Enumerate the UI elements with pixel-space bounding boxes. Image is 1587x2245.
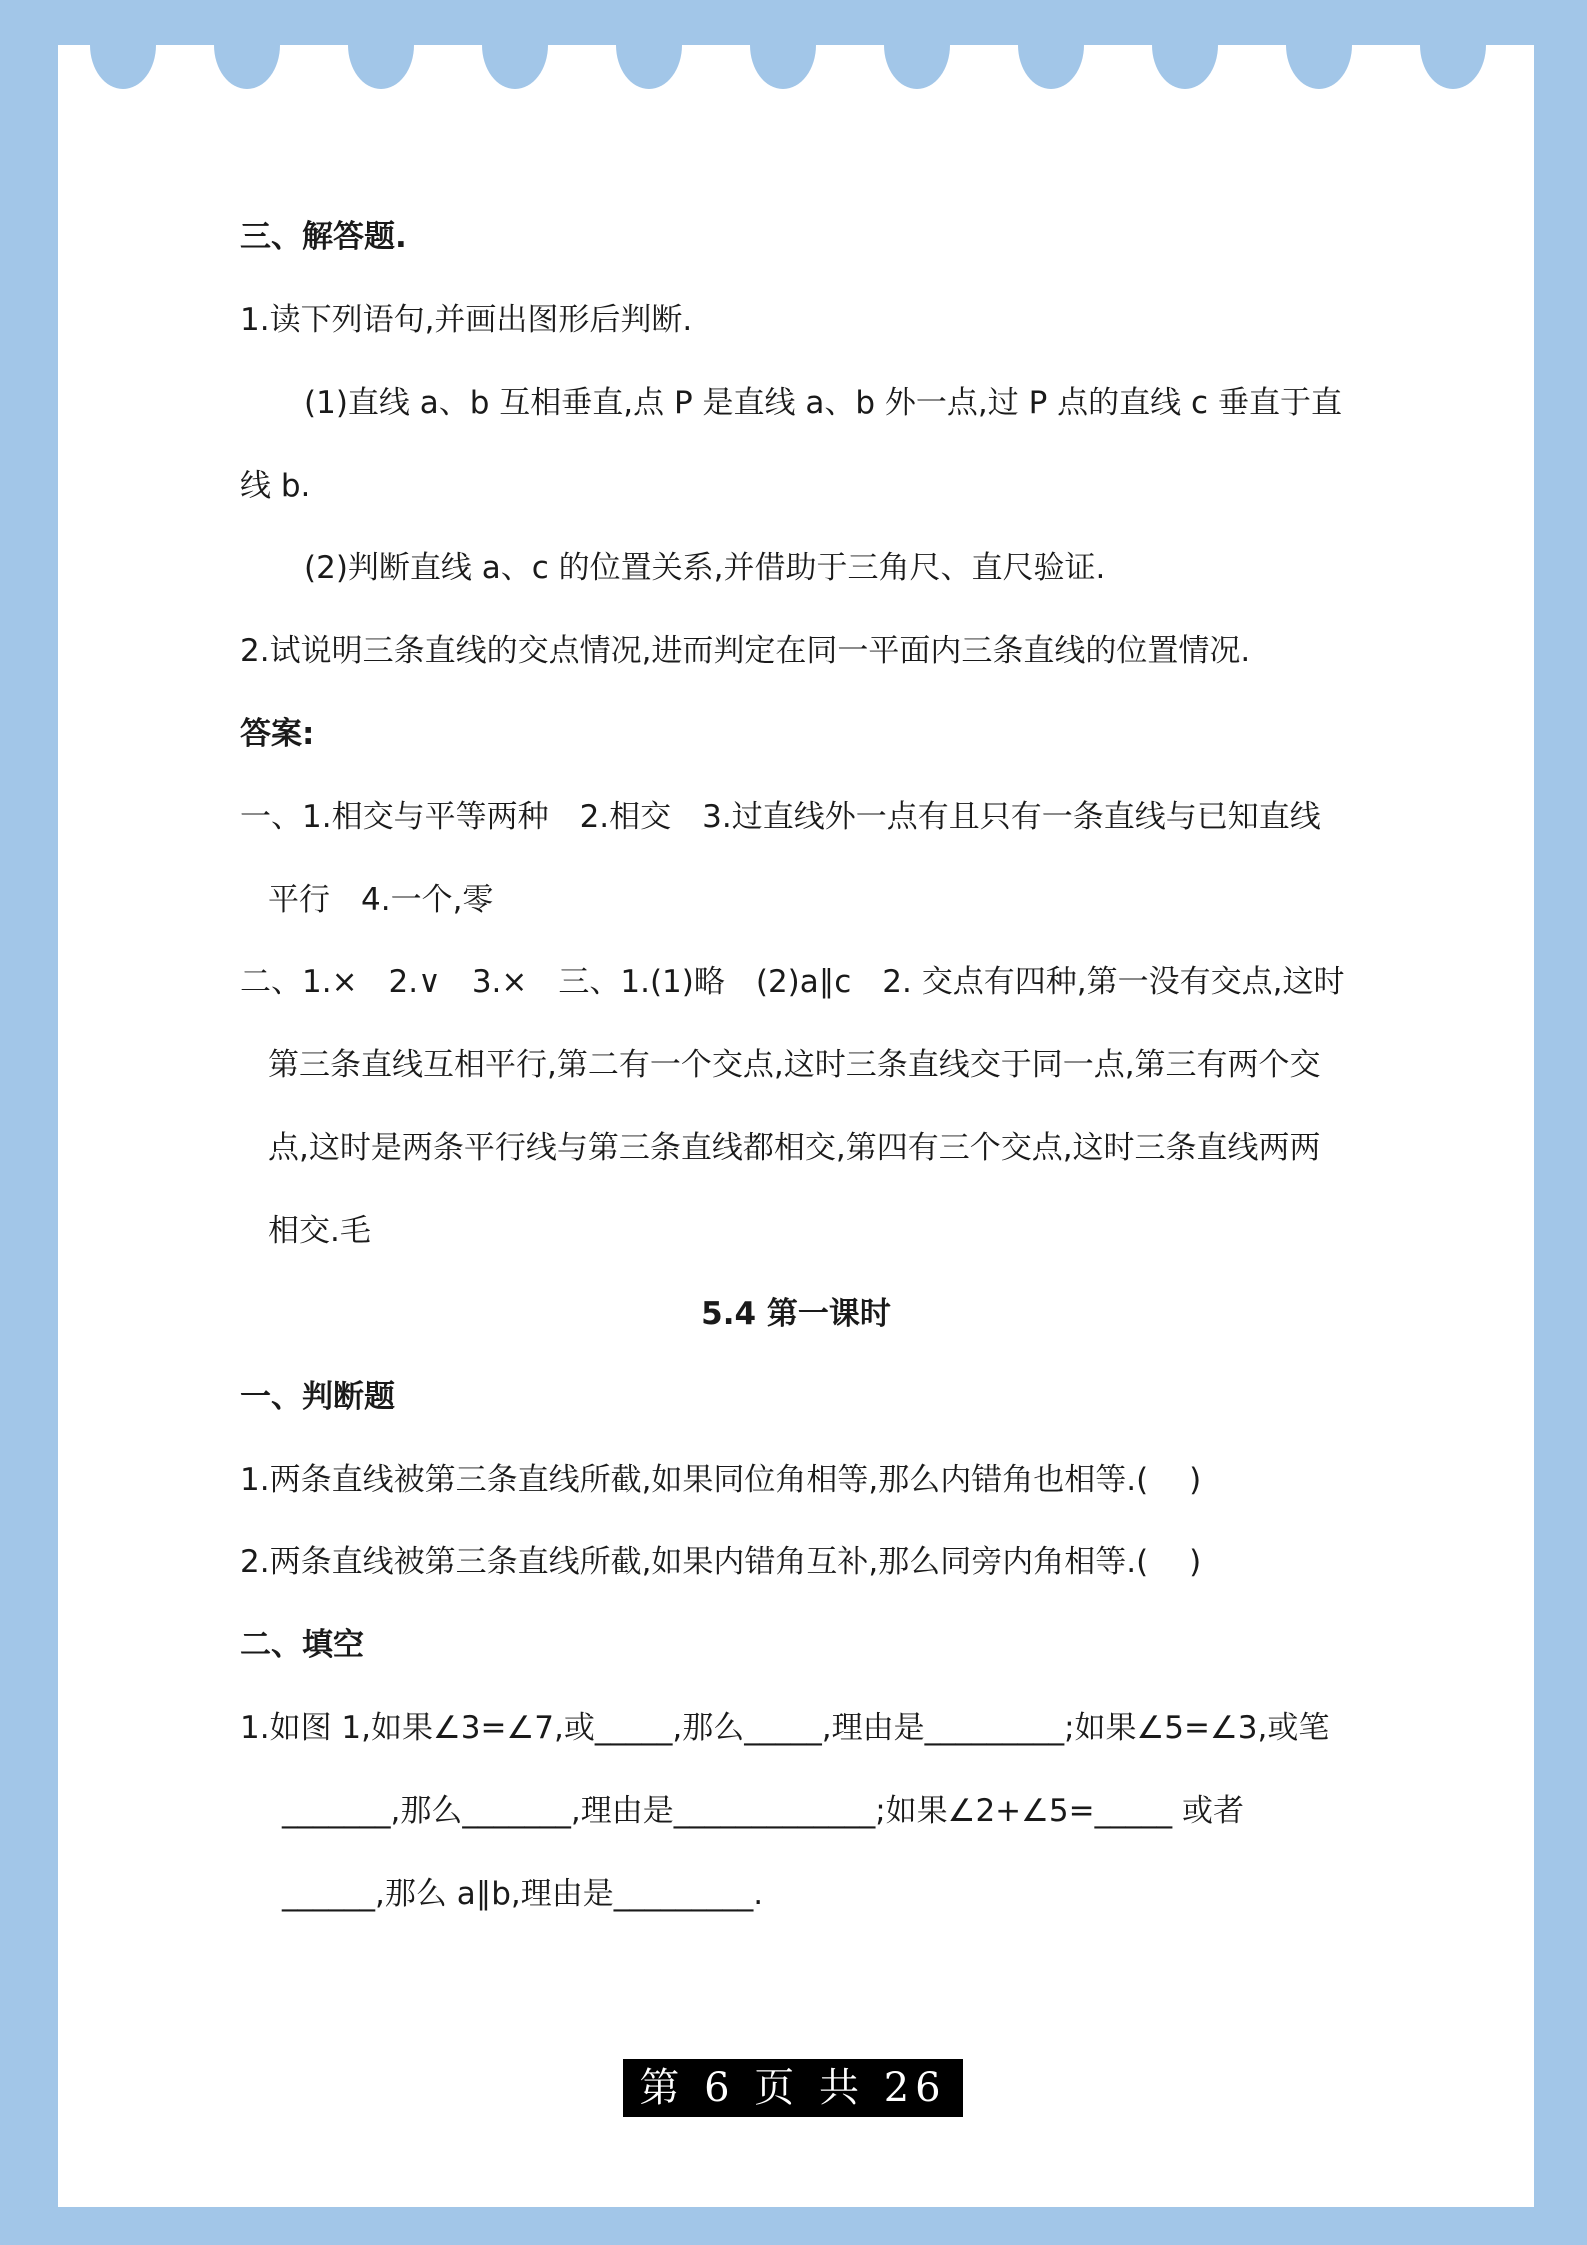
section-title-true-false: 一、判断题 (240, 1379, 395, 1415)
question-1: 1.读下列语句,并画出图形后判断. (240, 302, 693, 338)
scallop-notch (214, 45, 280, 89)
section-title-answer-problems: 三、解答题. (240, 219, 407, 255)
lesson-title: 5.4 第一课时 (701, 1296, 891, 1332)
question-1-part-1-line-1: (1)直线 a、b 互相垂直,点 P 是直线 a、b 外一点,过 P 点的直线 c 垂直于直 (304, 385, 1342, 421)
fill-question-1-line-1: 1.如图 1,如果∠3=∠7,或_____,那么_____,理由是_________;如果∠5=∠3,或笔 (240, 1710, 1330, 1746)
page-number-text: 第 6 页 共 26 页 (639, 2065, 947, 2169)
scallop-notch (348, 45, 414, 89)
fill-question-1-line-3: ______,那么 a∥b,理由是_________. (282, 1876, 764, 1912)
answer-part-2-line-2: 第三条直线互相平行,第二有一个交点,这时三条直线交于同一点,第三有两个交 (268, 1047, 1321, 1083)
answer-part-2-line-1: 二、1.× 2.∨ 3.× 三、1.(1)略 (2)a∥c 2. 交点有四种,第一没有交点,这时 (240, 964, 1345, 1000)
scallop-notch (1286, 45, 1352, 89)
scallop-notch (884, 45, 950, 89)
paper-sheet (58, 45, 1534, 2207)
true-false-question-1: 1.两条直线被第三条直线所截,如果同位角相等,那么内错角也相等.( ) (240, 1462, 1202, 1498)
scallop-notch (482, 45, 548, 89)
scallop-notch (1420, 45, 1486, 89)
scallop-notch (1018, 45, 1084, 89)
answer-part-1-line-1: 一、1.相交与平等两种 2.相交 3.过直线外一点有且只有一条直线与已知直线 (240, 799, 1321, 835)
page-number-badge (623, 2059, 963, 2169)
question-2: 2.试说明三条直线的交点情况,进而判定在同一平面内三条直线的位置情况. (240, 633, 1251, 669)
question-1-part-1-line-2: 线 b. (240, 468, 311, 504)
answer-part-1-line-2: 平行 4.一个,零 (268, 882, 494, 918)
section-title-fill-in: 二、填空 (240, 1627, 364, 1663)
scallop-notch (616, 45, 682, 89)
scallop-notch (750, 45, 816, 89)
answer-title: 答案: (240, 716, 315, 752)
answer-part-2-line-3: 点,这时是两条平行线与第三条直线都相交,第四有三个交点,这时三条直线两两 (268, 1130, 1321, 1166)
scallop-notch (90, 45, 156, 89)
fill-question-1-line-2: _______,那么_______,理由是_____________;如果∠2+∠5=_____ 或者 (282, 1793, 1244, 1829)
question-1-part-2: (2)判断直线 a、c 的位置关系,并借助于三角尺、直尺验证. (304, 550, 1106, 586)
scallop-notch (1152, 45, 1218, 89)
true-false-question-2: 2.两条直线被第三条直线所截,如果内错角互补,那么同旁内角相等.( ) (240, 1544, 1202, 1580)
answer-part-2-line-4: 相交.毛 (268, 1213, 371, 1249)
